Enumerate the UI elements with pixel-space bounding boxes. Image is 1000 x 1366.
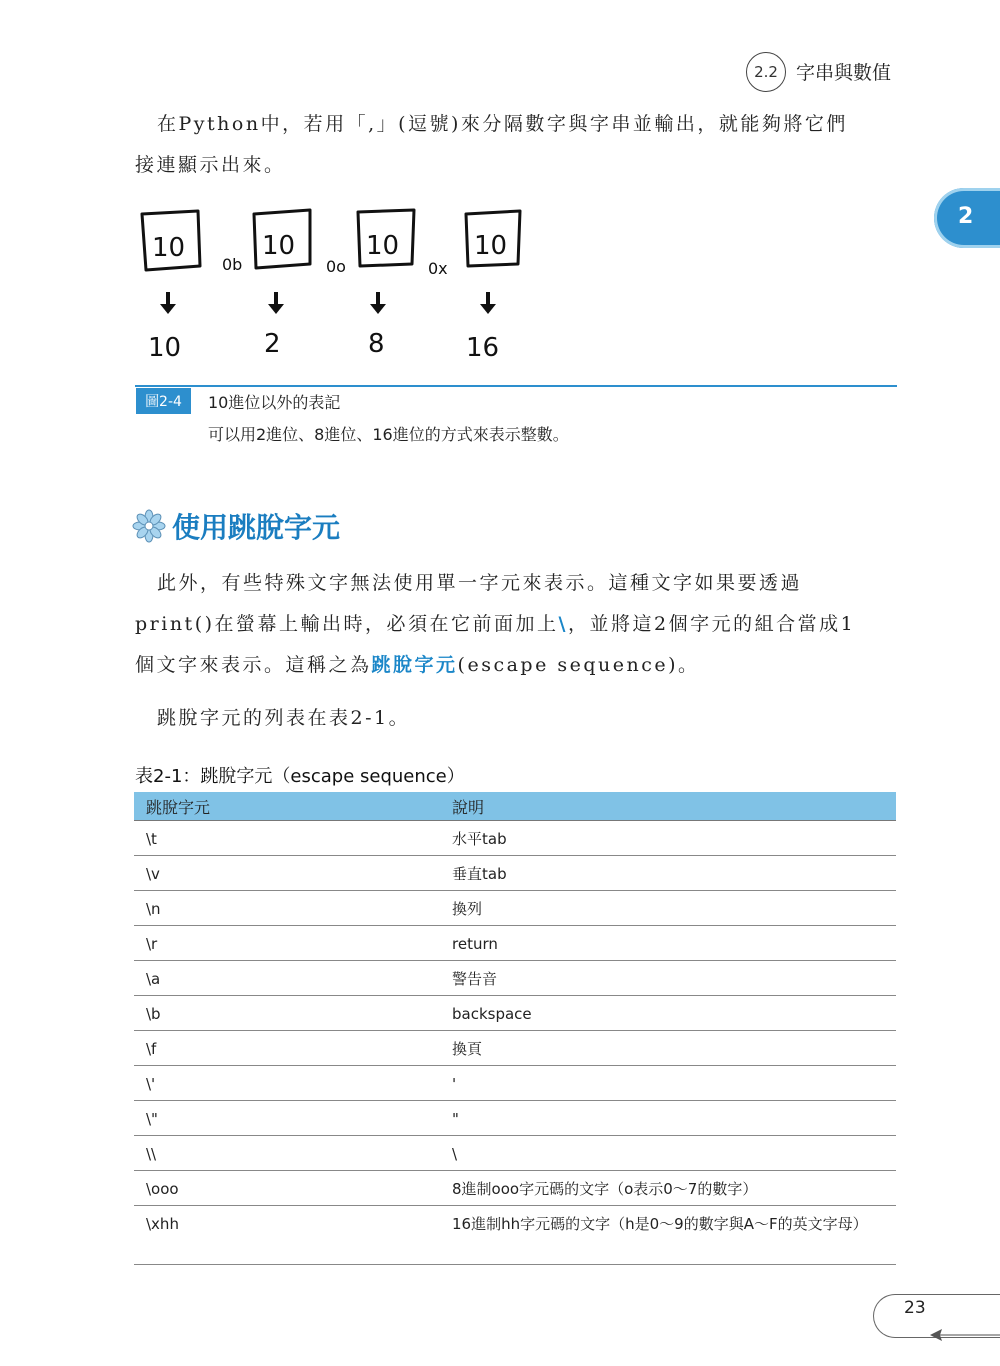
- cell-description: backspace: [452, 1005, 532, 1023]
- box-3-value: 10: [366, 231, 400, 261]
- result-2: 2: [264, 329, 281, 359]
- box-2-value: 10: [262, 231, 296, 261]
- term-highlight: 跳脫字元: [371, 654, 458, 676]
- arrow-1: [160, 292, 176, 314]
- table-row: [134, 891, 896, 926]
- cell-code: \a: [146, 970, 161, 988]
- escape-line-3a: 個文字來表示。這稱之為: [135, 654, 372, 676]
- box-2-prefix: 0b: [222, 255, 243, 274]
- chapter-tab: [934, 188, 1000, 248]
- box-1-value: 10: [152, 233, 186, 263]
- result-1: 10: [148, 333, 182, 363]
- arrow-2: [268, 292, 284, 314]
- table-row: [134, 1171, 896, 1206]
- table-reference-text: 跳脫字元的列表在表2-1。: [157, 707, 411, 729]
- cell-description: ": [452, 1110, 459, 1128]
- table-header-description: 說明: [452, 797, 485, 817]
- table-row: [134, 996, 896, 1031]
- cell-code: \b: [146, 1005, 161, 1023]
- page-number: 23: [904, 1298, 926, 1318]
- table-row: [134, 1101, 896, 1136]
- intro-line-1: 在Python中，若用「,」(逗號)來分隔數字與字串並輸出，就能夠將它們: [157, 113, 848, 135]
- cell-code: \v: [146, 865, 160, 883]
- result-3: 8: [368, 329, 385, 359]
- table-row: [134, 856, 896, 891]
- cell-description: 換列: [452, 900, 483, 918]
- cell-description: \: [452, 1145, 458, 1163]
- figure-caption-rule: [135, 385, 897, 387]
- table-reference-paragraph: [135, 698, 897, 739]
- cell-description: 警告音: [452, 970, 498, 988]
- figure-title: 10進位以外的表記: [208, 393, 341, 412]
- arrow-left-icon: [930, 1328, 1000, 1342]
- intro-line-2: 接連顯示出來。: [135, 154, 286, 176]
- cell-description: 水平tab: [452, 830, 507, 848]
- table-header-row: [134, 792, 896, 821]
- box-4-prefix: 0x: [428, 259, 448, 278]
- arrow-4: [480, 292, 496, 314]
- cell-code: \": [146, 1110, 158, 1128]
- table-caption: 表2-1：跳脫字元（escape sequence）: [135, 766, 465, 787]
- cell-description: 換頁: [452, 1040, 483, 1058]
- intro-paragraph: [135, 104, 897, 186]
- box-4-value: 10: [474, 231, 508, 261]
- cell-code: \ooo: [146, 1180, 179, 1198]
- cell-code: \f: [146, 1040, 157, 1058]
- table-row: [134, 961, 896, 996]
- table-row: [134, 926, 896, 961]
- backslash-highlight: \: [558, 613, 568, 635]
- cell-code: \xhh: [146, 1215, 179, 1233]
- cell-code: \\: [146, 1145, 157, 1163]
- flower-bullet-icon: [132, 509, 166, 543]
- figure-description: 可以用2進位、8進位、16進位的方式來表示整數。: [208, 425, 569, 444]
- cell-description: 16進制hh字元碼的文字（h是0～9的數字與A～F的英文字母）: [452, 1215, 868, 1233]
- result-4: 16: [466, 333, 500, 363]
- escape-line-2a: print()在螢幕上輸出時，必須在它前面加上: [135, 613, 559, 635]
- table-row: [134, 1066, 896, 1101]
- number-notation-figure: [130, 200, 550, 370]
- section-number-badge: [746, 52, 786, 92]
- running-header-title: 字串與數值: [796, 62, 892, 84]
- cell-description: 8進制ooo字元碼的文字（o表示0～7的數字）: [452, 1180, 758, 1198]
- cell-description: 垂直tab: [452, 865, 507, 883]
- escape-line-3b: (escape sequence)。: [457, 654, 700, 676]
- escape-line-1: 此外，有些特殊文字無法使用單一字元來表示。這種文字如果要透過: [157, 572, 803, 594]
- section-number: 2.2: [754, 63, 778, 81]
- table-row: [134, 1206, 896, 1265]
- section-heading: 使用跳脫字元: [172, 511, 341, 544]
- table-header-code: 跳脫字元: [146, 797, 211, 817]
- cell-description: ': [452, 1075, 457, 1093]
- figure-label: 圖2-4: [136, 388, 191, 414]
- cell-code: \': [146, 1075, 156, 1093]
- box-3-prefix: 0o: [326, 257, 346, 276]
- cell-description: return: [452, 935, 498, 953]
- table-row: [134, 1031, 896, 1066]
- escape-sequence-table: [134, 792, 896, 1265]
- escape-line-2b: ，並將這2個字元的組合當成1: [567, 613, 856, 635]
- arrow-3: [370, 292, 386, 314]
- escape-paragraph: [135, 563, 897, 686]
- cell-code: \n: [146, 900, 161, 918]
- table-row: [134, 1136, 896, 1171]
- cell-code: \r: [146, 935, 158, 953]
- table-row: [134, 821, 896, 856]
- chapter-tab-number: 2: [958, 204, 974, 229]
- cell-code: \t: [146, 830, 157, 848]
